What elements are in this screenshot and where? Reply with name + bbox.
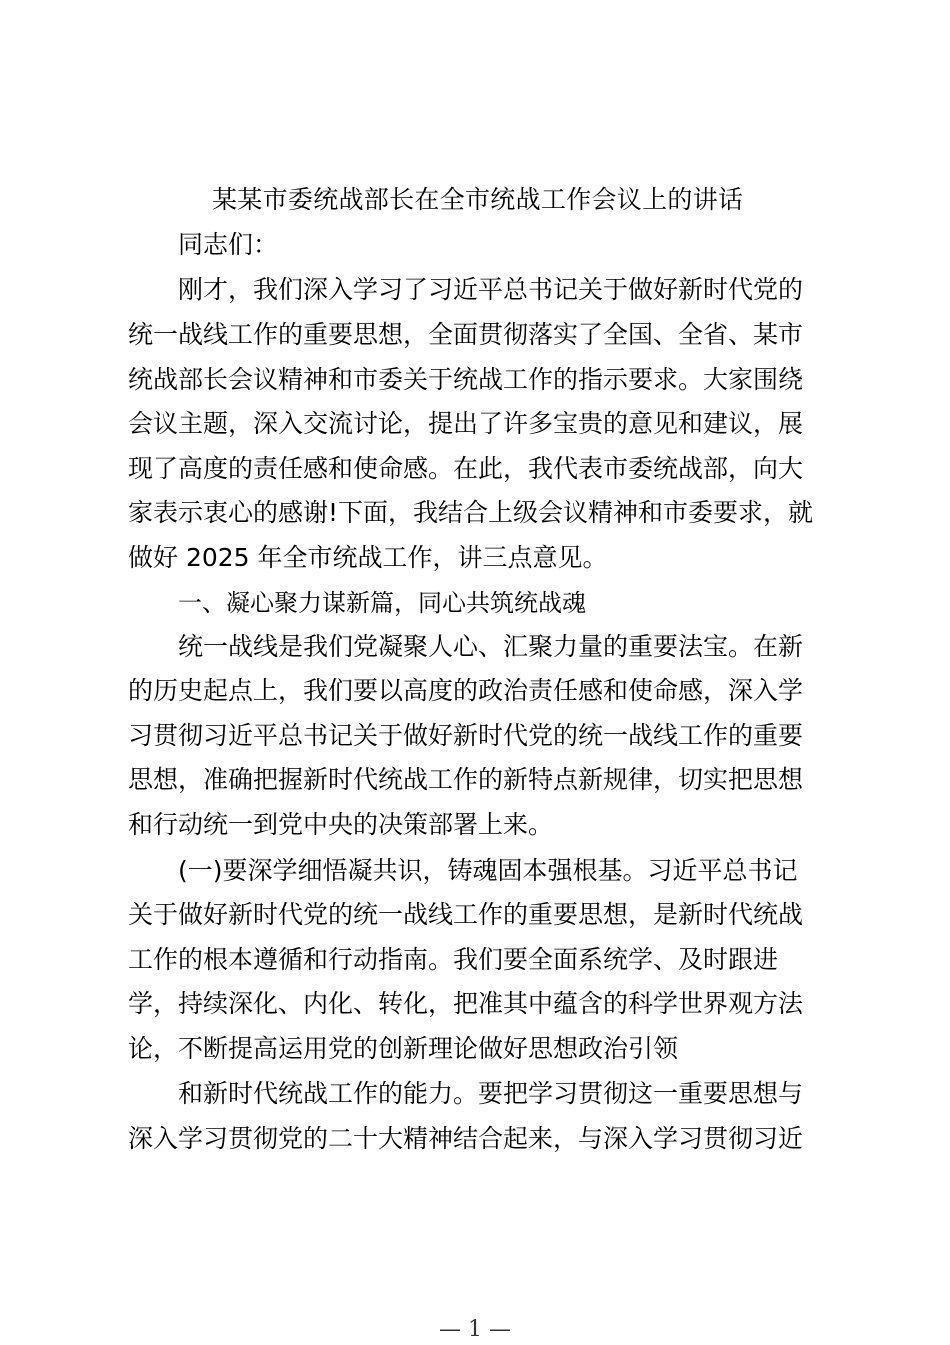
paragraph-line: 刚才，我们深入学习了习近平总书记关于做好新时代党的 [178,275,804,304]
paragraph-line: 做好 2025 年全市统战工作，讲三点意见。 [128,543,608,572]
document-title: 某某市委统战部长在全市统战工作会议上的讲话 [212,185,744,214]
paragraph-line: 的历史起点上，我们要以高度的政治责任感和使命感，深入学 [128,676,804,705]
paragraph-line: 家表示衷心的感谢!下面，我结合上级会议精神和市委要求，就 [128,498,814,527]
paragraph-line: (一)要深学细悟凝共识，铸魂固本强根基。习近平总书记 [178,856,798,885]
paragraph-line: 关于做好新时代党的统一战线工作的重要思想，是新时代统战 [128,900,804,929]
page-number: — 1 — [439,1317,511,1342]
paragraph-line: 和行动统一到党中央的决策部署上来。 [128,810,554,839]
paragraph-line: 统一战线是我们党凝聚人心、汇聚力量的重要法宝。在新 [178,632,804,661]
paragraph-line: 习贯彻习近平总书记关于做好新时代党的统一战线工作的重要 [128,721,804,750]
paragraph-line: 论，不断提高运用党的创新理论做好思想政治引领 [128,1034,679,1063]
salutation: 同志们： [178,230,279,259]
paragraph-line: 工作的根本遵循和行动指南。我们要全面系统学、及时跟进 [128,945,779,974]
paragraph-line: 统一战线工作的重要思想，全面贯彻落实了全国、全省、某市 [128,320,804,349]
section-heading-1: 一、凝心聚力谋新篇，同心共筑统战魂 [178,589,586,617]
paragraph-line: 思想，准确把握新时代统战工作的新特点新规律，切实把思想 [128,765,804,794]
paragraph-line: 深入学习贯彻党的二十大精神结合起来，与深入学习贯彻习近 [128,1124,804,1153]
paragraph-line: 统战部长会议精神和市委关于统战工作的指示要求。大家围绕 [128,365,804,394]
paragraph-line: 现了高度的责任感和使命感。在此，我代表市委统战部，向大 [128,454,804,483]
paragraph-line: 和新时代统战工作的能力。要把学习贯彻这一重要思想与 [178,1079,804,1108]
paragraph-line: 会议主题，深入交流讨论，提出了许多宝贵的意见和建议，展 [128,409,804,438]
paragraph-line: 学，持续深化、内化、转化，把准其中蕴含的科学世界观方法 [128,989,804,1018]
